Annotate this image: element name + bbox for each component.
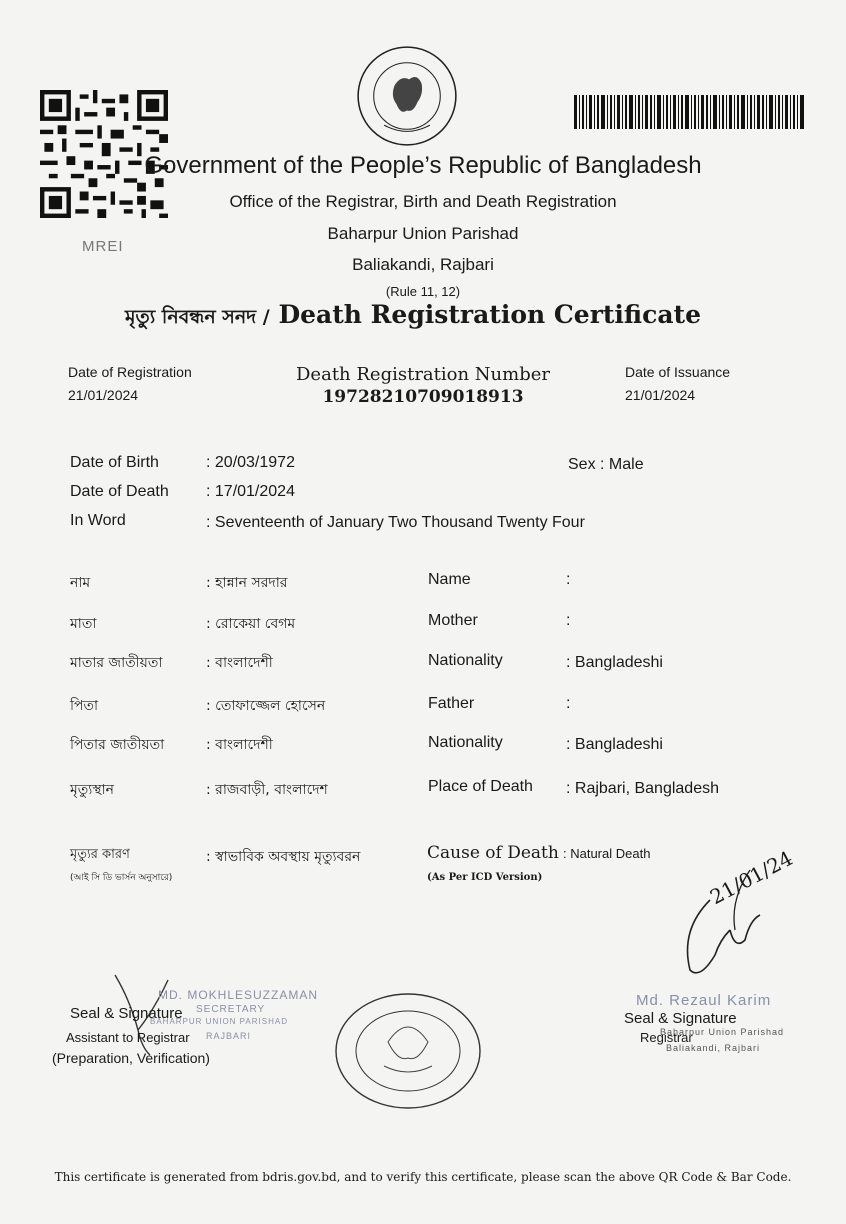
name-bn-value: : হান্নান সরদার bbox=[206, 575, 288, 591]
registration-number: 19728210709018913 bbox=[322, 387, 524, 407]
left-stamp-district: RAJBARI bbox=[206, 1031, 252, 1041]
left-stamp-title: SECRETARY bbox=[196, 1004, 266, 1015]
right-stamp-district: Baliakandi, Rajbari bbox=[666, 1043, 761, 1053]
date-of-birth-label: Date of Birth bbox=[70, 454, 159, 471]
in-word-value: : Seventeenth of January Two Thousand Twenty Four bbox=[206, 514, 585, 531]
father-nationality-bn-label: পিতার জাতীয়তা bbox=[70, 737, 165, 753]
footer-note: This certificate is generated from bdris.gov.bd, and to verify this certificate, please scan the above QR Code & Bar Code. bbox=[54, 1170, 792, 1184]
left-preparation-label: (Preparation, Verification) bbox=[52, 1050, 210, 1066]
mother-nationality-en-value: : Bangladeshi bbox=[566, 654, 663, 671]
rule-reference: (Rule 11, 12) bbox=[385, 284, 461, 299]
cause-en-value: : Natural Death bbox=[563, 846, 651, 861]
name-en-label: Name bbox=[428, 571, 471, 588]
left-assistant-label: Assistant to Registrar bbox=[66, 1030, 190, 1045]
father-bn-label: পিতা bbox=[70, 698, 99, 714]
name-en-value: : bbox=[566, 571, 571, 588]
certificate-title-en: Death Registration Certificate bbox=[278, 300, 701, 329]
cause-bn-value: : স্বাভাবিক অবস্থায় মৃত্যুবরন bbox=[206, 849, 361, 865]
certificate-title-bn: মৃত্যু নিবন্ধন সনদ / bbox=[125, 306, 270, 328]
mother-nationality-en-label: Nationality bbox=[428, 652, 503, 669]
date-of-death-label: Date of Death bbox=[70, 483, 169, 500]
right-stamp-union: Baharpur Union Parishad bbox=[660, 1027, 785, 1037]
father-en-label: Father bbox=[428, 695, 475, 712]
cause-en-label: Cause of Death bbox=[427, 843, 559, 863]
place-of-death-en-label: Place of Death bbox=[428, 778, 533, 795]
place-of-death-en-value: : Rajbari, Bangladesh bbox=[566, 780, 719, 797]
date-of-issuance-label: Date of Issuance bbox=[625, 364, 731, 380]
place-of-death-bn-label: মৃত্যুস্থান bbox=[70, 782, 115, 798]
right-seal-signature-label: Seal & Signature bbox=[624, 1010, 737, 1027]
government-title: Government of the People’s Republic of Bangladesh bbox=[144, 152, 702, 179]
date-of-registration-value: 21/01/2024 bbox=[68, 387, 139, 403]
date-of-registration-label: Date of Registration bbox=[68, 364, 192, 380]
right-stamp-name: Md. Rezaul Karim bbox=[636, 992, 772, 1009]
left-stamp-name: MD. MOKHLESUZZAMAN bbox=[158, 988, 319, 1002]
handwritten-date: 21/01/24 bbox=[706, 845, 797, 910]
in-word-label: In Word bbox=[70, 512, 126, 529]
registration-number-label: Death Registration Number bbox=[296, 364, 550, 385]
left-stamp-union: BAHARPUR UNION PARISHAD bbox=[150, 1017, 288, 1026]
father-nationality-bn-value: : বাংলাদেশী bbox=[206, 737, 273, 753]
cause-bn-sub: (আই সি ডি ভার্সন অনুসারে) bbox=[70, 873, 173, 883]
mother-bn-label: মাতা bbox=[70, 616, 97, 632]
sex-value: Sex : Male bbox=[568, 456, 644, 473]
barcode[interactable] bbox=[574, 95, 804, 129]
cause-en-sub: (As Per ICD Version) bbox=[427, 872, 543, 883]
certificate-title bbox=[0, 300, 836, 335]
left-seal-signature-label: Seal & Signature bbox=[70, 1005, 183, 1022]
mother-nationality-bn-value: : বাংলাদেশী bbox=[206, 655, 273, 671]
place-of-death-bn-value: : রাজবাড়ী, বাংলাদেশ bbox=[206, 782, 328, 798]
cause-bn-label: মৃত্যুর কারণ bbox=[70, 847, 130, 862]
father-bn-value: : তোফাজ্জেল হোসেন bbox=[206, 698, 326, 714]
union-name: Baharpur Union Parishad bbox=[327, 224, 519, 243]
father-nationality-en-label: Nationality bbox=[428, 734, 503, 751]
father-en-value: : bbox=[566, 695, 571, 712]
date-of-birth-value: : 20/03/1972 bbox=[206, 454, 295, 471]
qr-caption: MREI bbox=[82, 238, 124, 255]
office-title: Office of the Registrar, Birth and Death Registration bbox=[229, 192, 617, 211]
right-registrar-label: Registrar bbox=[640, 1030, 693, 1045]
father-nationality-en-value: : Bangladeshi bbox=[566, 736, 663, 753]
mother-nationality-bn-label: মাতার জাতীয়তা bbox=[70, 655, 163, 671]
mother-en-label: Mother bbox=[428, 612, 478, 629]
mother-bn-value: : রোকেয়া বেগম bbox=[206, 616, 296, 632]
date-of-issuance-value: 21/01/2024 bbox=[625, 387, 696, 403]
district-name: Baliakandi, Rajbari bbox=[352, 255, 494, 274]
date-of-death-value: : 17/01/2024 bbox=[206, 483, 295, 500]
government-emblem-icon bbox=[355, 44, 459, 148]
mother-en-value: : bbox=[566, 612, 571, 629]
name-bn-label: নাম bbox=[70, 575, 91, 591]
union-parishad-seal-icon bbox=[334, 992, 482, 1110]
